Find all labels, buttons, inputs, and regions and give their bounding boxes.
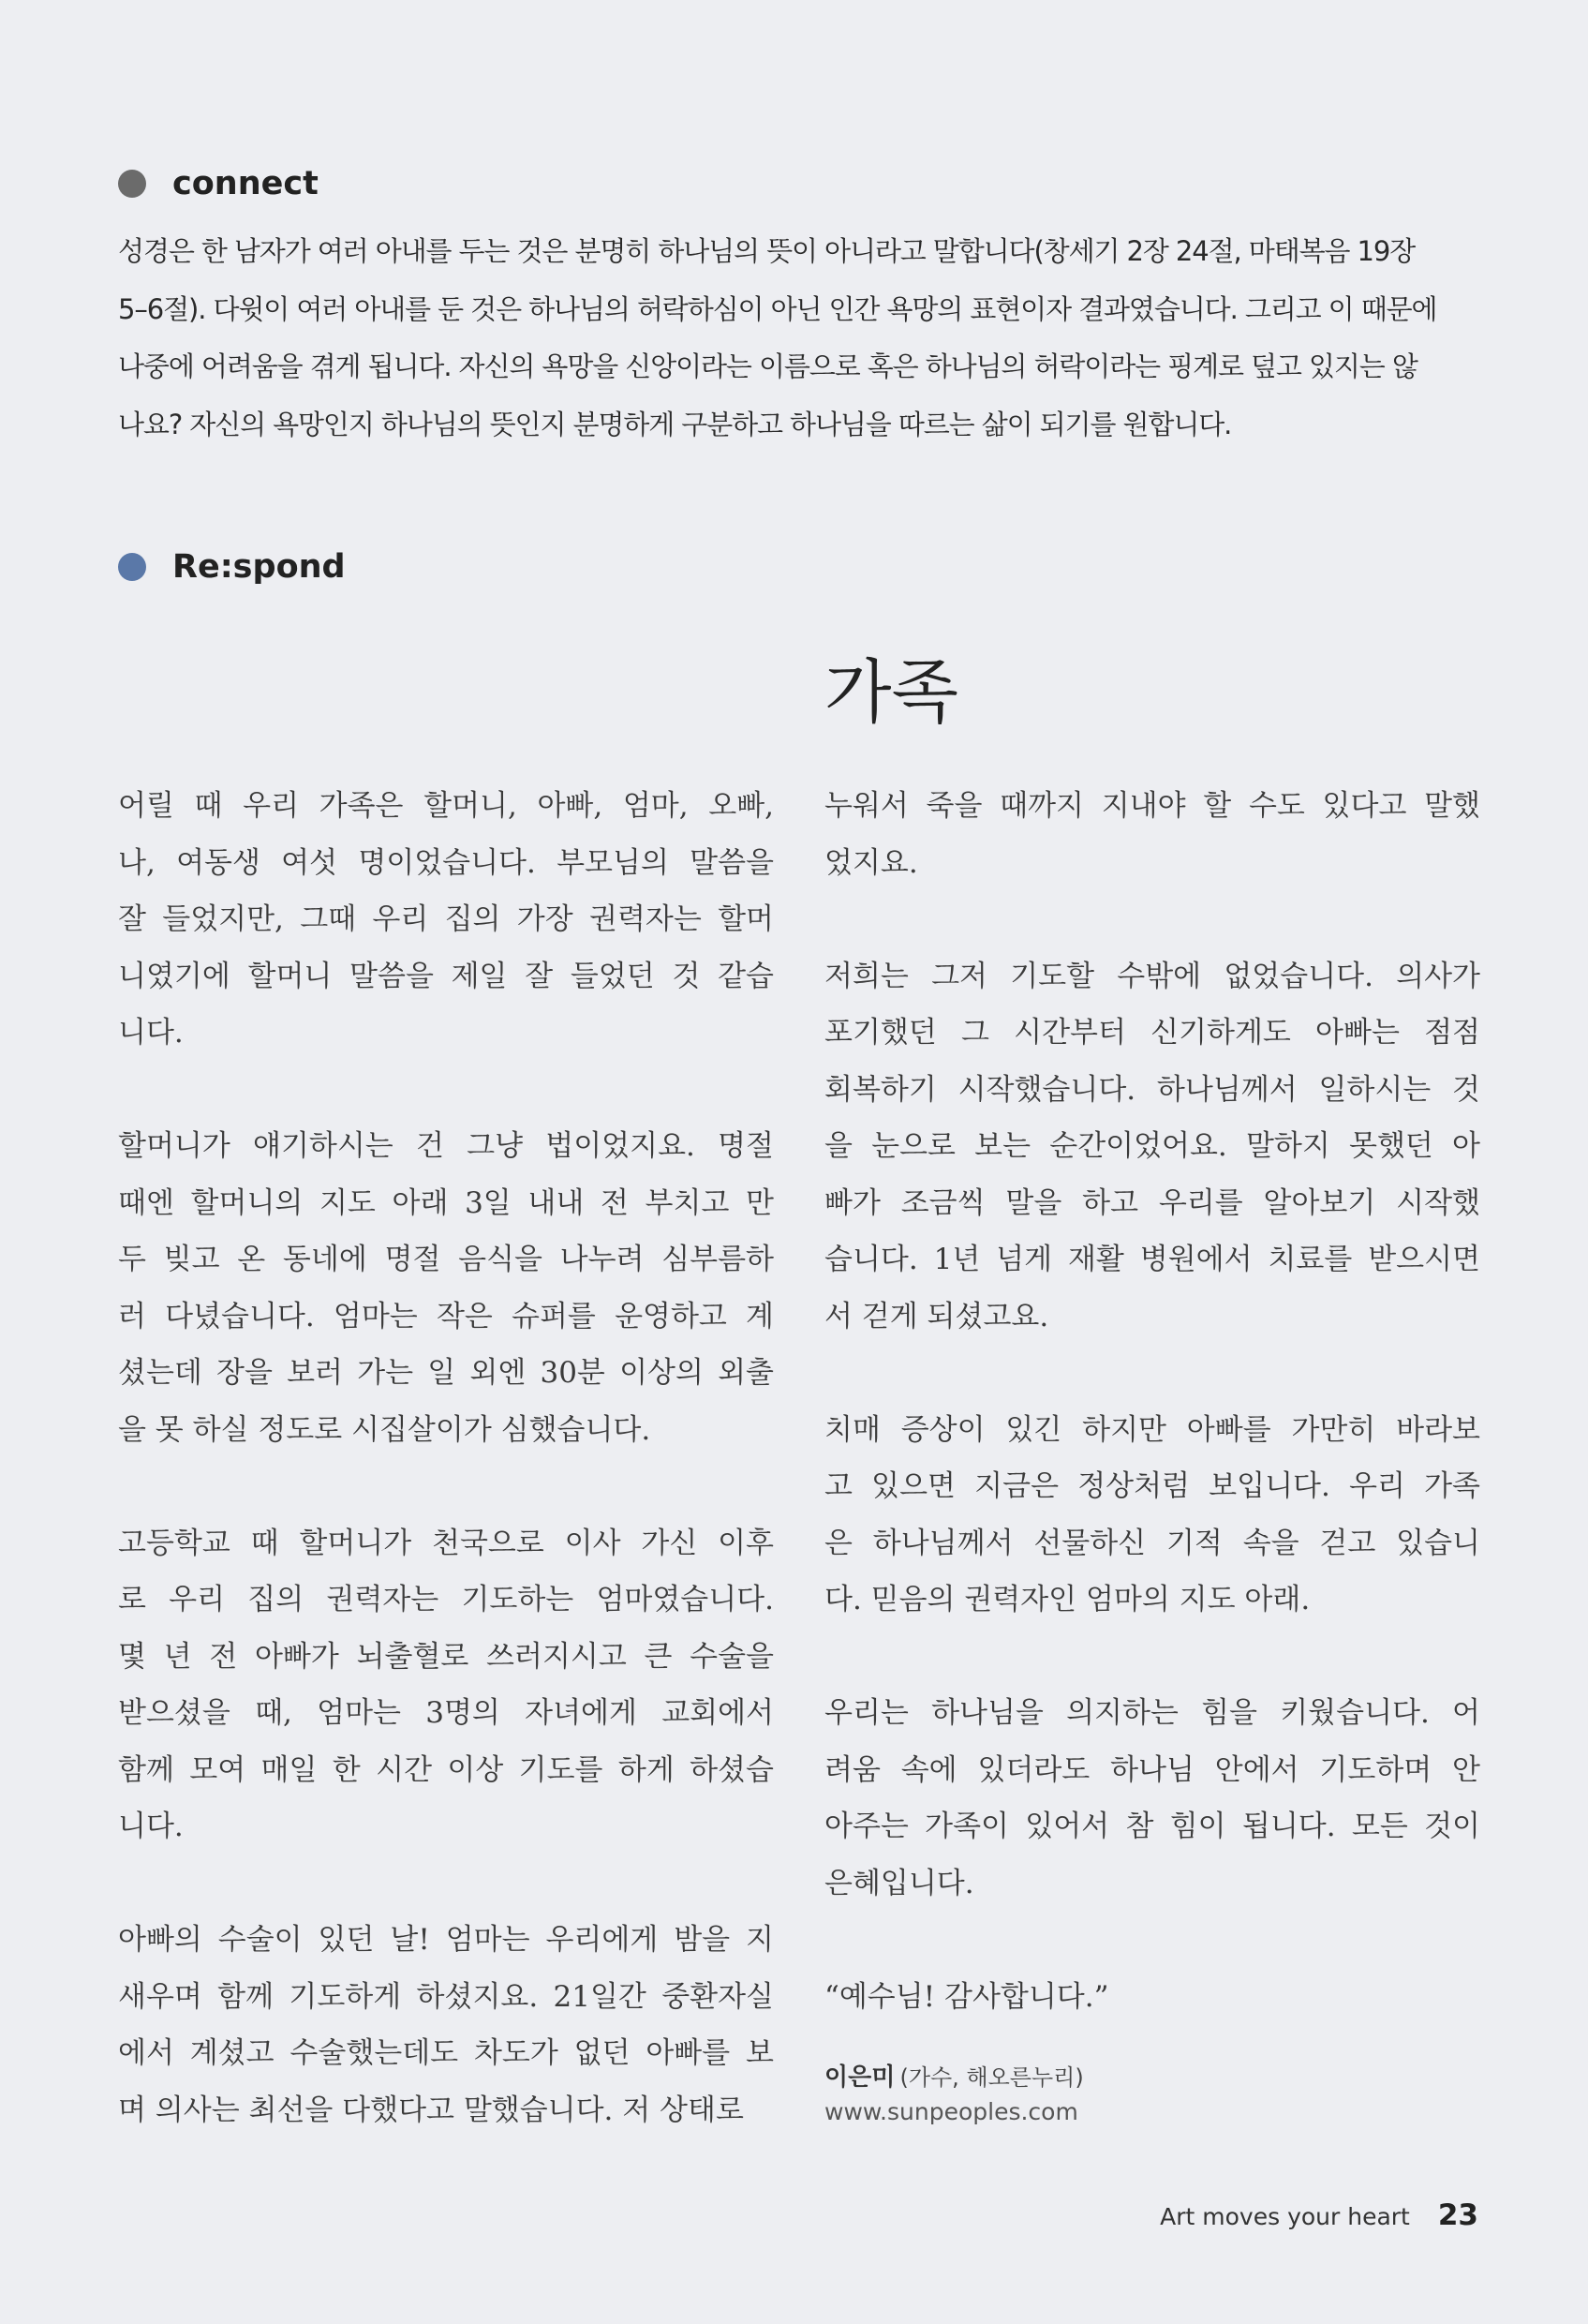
article-line: 러 다녔습니다. 엄마는 작은 슈퍼를 운영하고 계 [118, 1299, 774, 1333]
footer-tagline: Art moves your heart [1160, 2203, 1410, 2230]
author-website-link[interactable]: www.sunpeoples.com [824, 2098, 1078, 2125]
paragraph-gap [118, 1062, 774, 1119]
article-left-column [118, 778, 774, 2138]
article-line: 은혜입니다. [824, 1866, 974, 1900]
connect-line: 5–6절). 다윗이 여러 아내를 둔 것은 하나님의 허락하심이 아닌 인간 욕망의 표현이자 결과였습니다. 그리고 이 때문에 [118, 292, 1437, 325]
article-line: 빠가 조금씩 말을 하고 우리를 알아보기 시작했 [824, 1185, 1480, 1220]
article-line: 할머니가 얘기하시는 건 그냥 법이었지요. 명절 [118, 1129, 774, 1163]
article-line: 어릴 때 우리 가족은 할머니, 아빠, 엄마, 오빠, [118, 789, 774, 823]
article-line: 고등학교 때 할머니가 천국으로 이사 가신 이후 [118, 1526, 774, 1560]
article-line: 받으셨을 때, 엄마는 3명의 자녀에게 교회에서 [118, 1696, 774, 1730]
article-line: 을 못 하실 정도로 시집살이가 심했습니다. [118, 1412, 651, 1447]
article-line: 회복하기 시작했습니다. 하나님께서 일하시는 것 [824, 1072, 1480, 1107]
article-line: 은 하나님께서 선물하신 기적 속을 걷고 있습니 [824, 1526, 1480, 1560]
article-line: 습니다. 1년 넘게 재활 병원에서 치료를 받으시면 [824, 1243, 1480, 1276]
article-line: 서 걷게 되셨고요. [824, 1299, 1049, 1333]
paragraph-gap [824, 1629, 1480, 1686]
page-footer [1160, 2198, 1478, 2232]
article-line: 려움 속에 있더라도 하나님 안에서 기도하며 안 [824, 1752, 1480, 1787]
article-line: 니다. [118, 1810, 184, 1843]
article-line: “예수님! 감사합니다.” [824, 1979, 1109, 2014]
article-line: 에서 계셨고 수술했는데도 차도가 없던 아빠를 보 [118, 2036, 774, 2070]
article-line: 니다. [118, 1016, 184, 1050]
author-credit [824, 2058, 1084, 2125]
article-line: 우리는 하나님을 의지하는 힘을 키웠습니다. 어 [824, 1696, 1480, 1730]
article-line: 아주는 가족이 있어서 참 힘이 됩니다. 모든 것이 [824, 1810, 1480, 1843]
article-line: 잘 들었지만, 그때 우리 집의 가장 권력자는 할머 [118, 902, 774, 936]
respond-heading-label: Re:spond [172, 548, 346, 586]
respond-section-heading [118, 548, 346, 586]
connect-line: 성경은 한 남자가 여러 아내를 두는 것은 분명히 하나님의 뜻이 아니라고 말합니다(창세기 2장 24절, 마태복음 19장 [118, 235, 1416, 267]
author-role: (가수, 해오른누리) [899, 2064, 1084, 2091]
author-name: 이은미 [824, 2063, 896, 2092]
article-line: 니였기에 할머니 말씀을 제일 잘 들었던 것 같습 [118, 959, 774, 993]
paragraph-gap [118, 1855, 774, 1913]
page-number: 23 [1437, 2198, 1478, 2232]
article-line: 몇 년 전 아빠가 뇌출혈로 쓰러지시고 큰 수술을 [118, 1639, 774, 1674]
paragraph-gap [824, 891, 1480, 948]
connect-section-heading [118, 165, 319, 202]
connect-paragraph [118, 223, 1478, 454]
article-line: 셨는데 장을 보러 가는 일 외엔 30분 이상의 외출 [118, 1356, 774, 1390]
connect-heading-label: connect [172, 165, 319, 202]
paragraph-gap [824, 1345, 1480, 1402]
article-line: 며 의사는 최선을 다했다고 말했습니다. 저 상태로 [118, 2093, 744, 2127]
article-line: 저희는 그저 기도할 수밖에 없었습니다. 의사가 [824, 959, 1480, 993]
article-line: 아빠의 수술이 있던 날! 엄마는 우리에게 밤을 지 [118, 1923, 774, 1957]
article-line: 누워서 죽을 때까지 지내야 할 수도 있다고 말했 [824, 789, 1480, 823]
article-line: 새우며 함께 기도하게 하셨지요. 21일간 중환자실 [118, 1979, 774, 2014]
article-line: 포기했던 그 시간부터 신기하게도 아빠는 점점 [824, 1016, 1480, 1050]
article-line: 었지요. [824, 845, 918, 880]
article-line: 고 있으면 지금은 정상처럼 보입니다. 우리 가족 [824, 1469, 1480, 1503]
paragraph-gap [118, 1458, 774, 1515]
paragraph-gap [824, 1912, 1480, 1969]
article-line: 치매 증상이 있긴 하지만 아빠를 가만히 바라보 [824, 1412, 1480, 1447]
article-title: 가족 [824, 652, 958, 733]
article-line: 로 우리 집의 권력자는 기도하는 엄마였습니다. [118, 1583, 774, 1616]
article-line: 다. 믿음의 권력자인 엄마의 지도 아래. [824, 1583, 1311, 1616]
article-line: 함께 모여 매일 한 시간 이상 기도를 하게 하셨습 [118, 1752, 774, 1787]
article-right-column [824, 778, 1480, 2025]
article-line: 을 눈으로 보는 순간이었어요. 말하지 못했던 아 [824, 1129, 1480, 1163]
bullet-dot-icon [118, 553, 146, 581]
bullet-dot-icon [118, 170, 146, 198]
connect-line: 나요? 자신의 욕망인지 하나님의 뜻인지 분명하게 구분하고 하나님을 따르는 삶이 되기를 원합니다. [118, 408, 1232, 440]
article-line: 때엔 할머니의 지도 아래 3일 내내 전 부치고 만 [118, 1185, 774, 1220]
connect-line: 나중에 어려움을 겪게 됩니다. 자신의 욕망을 신앙이라는 이름으로 혹은 하나님의 허락이라는 핑계로 덮고 있지는 않 [118, 350, 1417, 382]
article-line: 두 빚고 온 동네에 명절 음식을 나누려 심부름하 [118, 1243, 774, 1276]
article-line: 나, 여동생 여섯 명이었습니다. 부모님의 말씀을 [118, 845, 774, 880]
